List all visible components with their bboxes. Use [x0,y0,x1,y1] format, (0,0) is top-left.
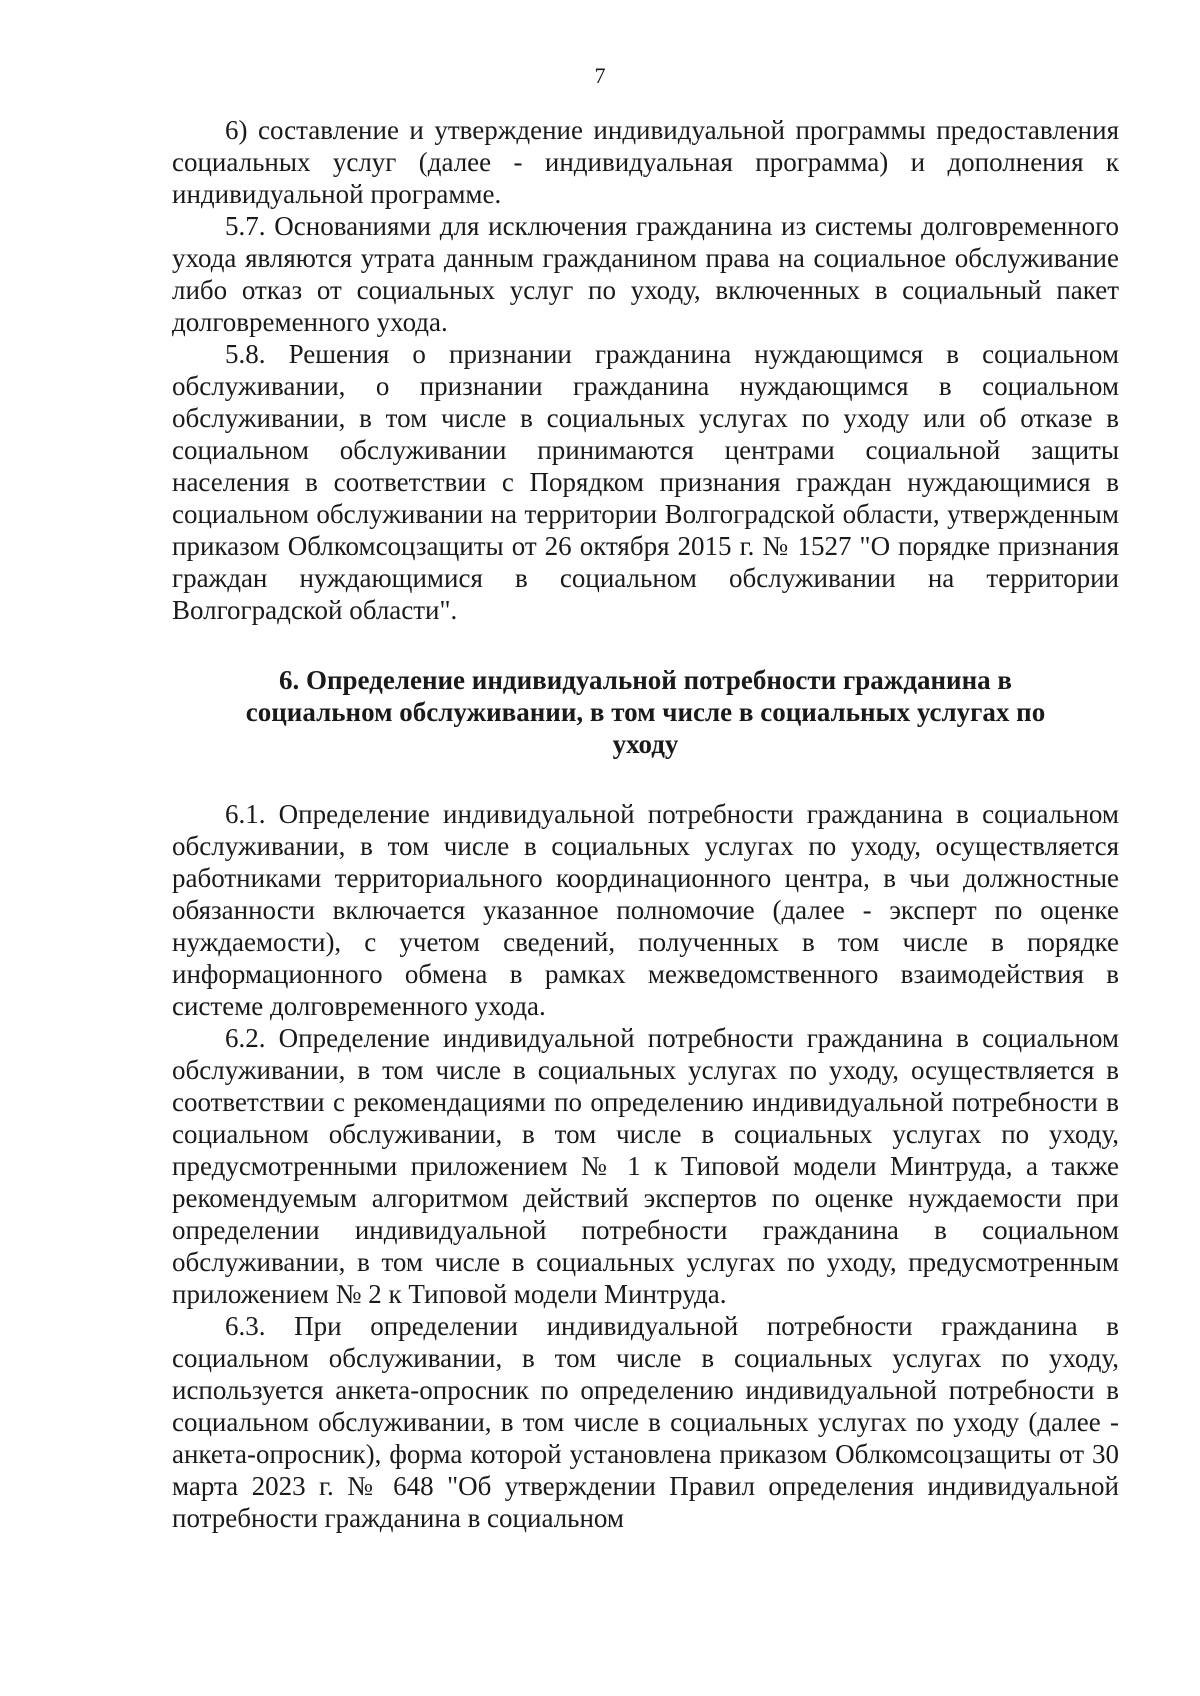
paragraph-6-3: 6.3. При определении индивидуальной потребности гражданина в социальном обслуживании, в том числе в социальных услугах по уходу, используется анкета-опросник по определению индивидуальной потребности в социальном обслуживании, в том числе в социальных услугах по уходу (далее - анкета-опросник), форма которой установлена приказом Облкомсоцзащиты от 30 марта 2023 г. № 648 "Об утверждении Правил определения индивидуальной потребности гражданина в социальном [172,1311,1119,1533]
paragraph-5-8: 5.8. Решения о признании гражданина нуждающимся в социальном обслуживании, о признании гражданина нуждающимся в социальном обслуживании, в том числе в социальных услугах по уходу или об отказе в социальном обслуживании принимаются центрами социальной защиты населения в соответствии с Порядком признания граждан нуждающимися в социальном обслуживании на территории Волгоградской области, утвержденным приказом Облкомсоцзащиты от 26 октября 2015 г. № 1527 "О порядке признания граждан нуждающимися в социальном обслуживании на территории Волгоградской области". [172,339,1119,625]
paragraph-6-1: 6.1. Определение индивидуальной потребности гражданина в социальном обслуживании, в том числе в социальных услугах по уходу, осуществляется работниками территориального координационного центра, в чьи должностные обязанности включается указанное полномочие (далее - эксперт по оценке нуждаемости), с учетом сведений, полученных в том числе в порядке информационного обмена в рамках межведомственного взаимодействия в системе долговременного ухода. [172,799,1119,1021]
page-number: 7 [594,63,606,88]
paragraph-6-2: 6.2. Определение индивидуальной потребности гражданина в социальном обслуживании, в том числе в социальных услугах по уходу, осуществляется в соответствии с рекомендациями по определению индивидуальной потребности в социальном обслуживании, в том числе в социальных услугах по уходу, предусмотренными приложением № 1 к Типовой модели Минтруда, а также рекомендуемым алгоритмом действий экспертов по оценке нуждаемости при определении индивидуальной потребности гражданина в социальном обслуживании, в том числе в социальных услугах по уходу, предусмотренным приложением № 2 к Типовой модели Минтруда. [172,1023,1119,1309]
paragraph-item-6: 6) составление и утверждение индивидуальной программы предоставления социальных услуг (далее - индивидуальная программа) и дополнения к индивидуальной программе. [172,115,1119,209]
document-body [172,114,1119,1534]
paragraph-5-7: 5.7. Основаниями для исключения гражданина из системы долговременного ухода являются утрата данным гражданином права на социальное обслуживание либо отказ от социальных услуг по уходу, включенных в социальный пакет долговременного ухода. [172,211,1119,337]
section-6-heading: 6. Определение индивидуальной потребности гражданина в социальном обслуживании, в том числе в социальных услугах по уходу [245,665,1046,759]
